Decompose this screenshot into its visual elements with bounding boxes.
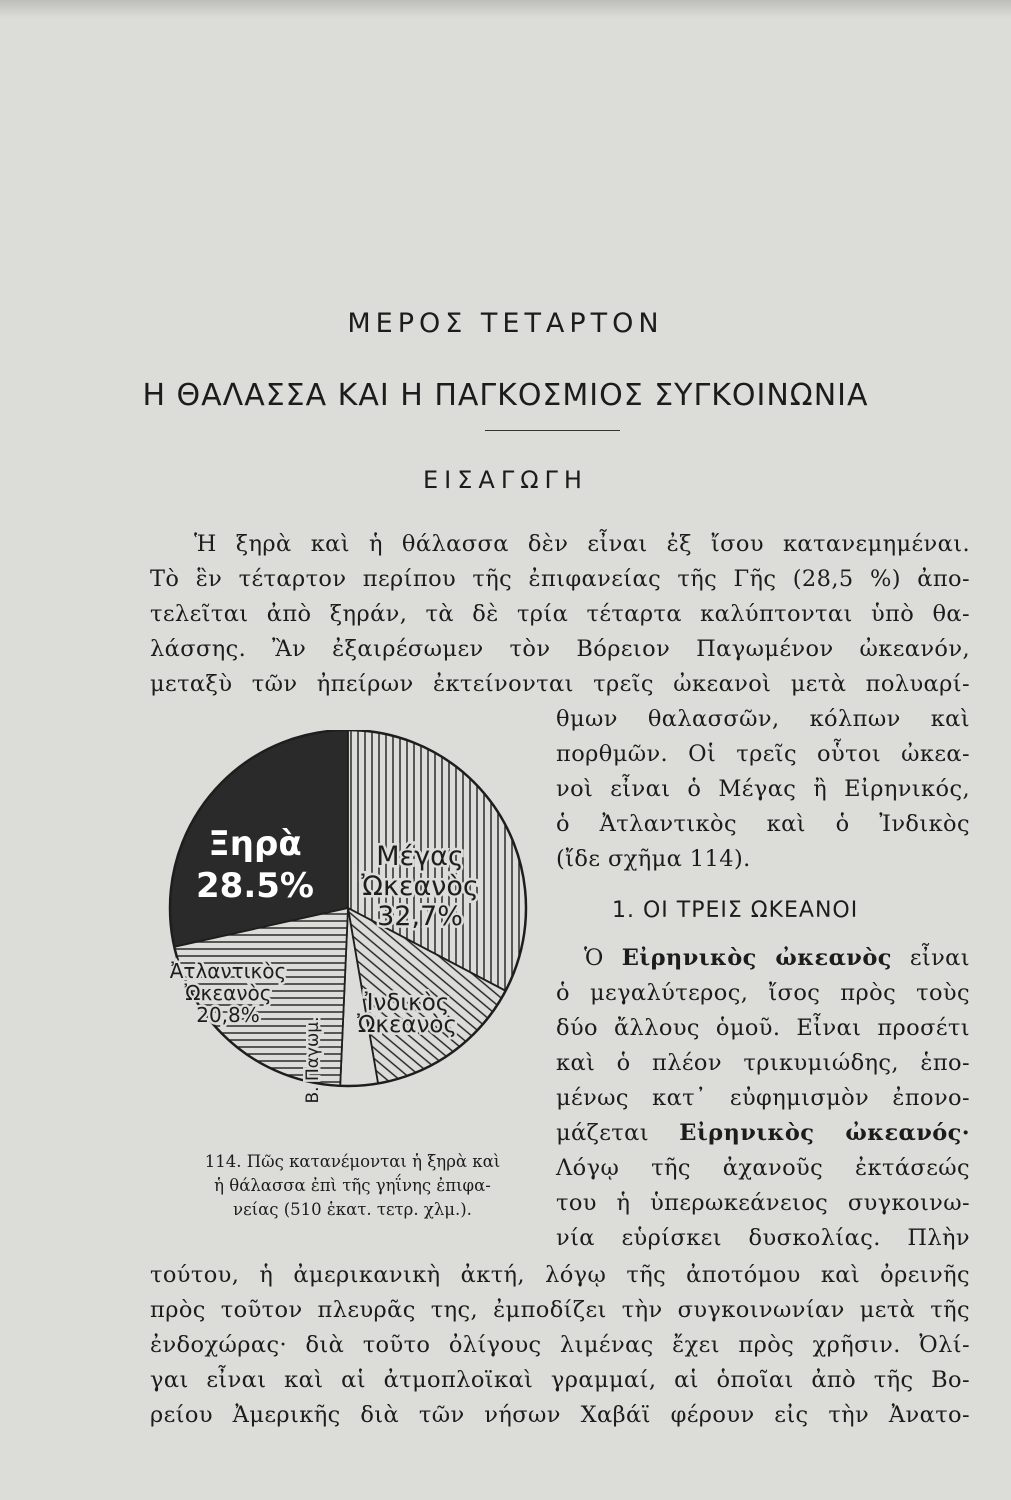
earth-surface-pie-chart xyxy=(160,730,540,1140)
bold-term: Εἰρηνικὸς ὠκεανὸς xyxy=(621,945,892,971)
arctic-label xyxy=(303,1017,323,1104)
chapter-title: Η ΘΑΛΑΣΣΑ ΚΑΙ Η ΠΑΓΚΟΣΜΙΟΣ ΣΥΓΚΟΙΝΩΝΙΑ xyxy=(142,378,869,413)
section-right-line: νία εὑρίσκει δυσκολίας. Πλὴν xyxy=(556,1225,970,1251)
intro-line: μεταξὺ τῶν ἠπείρων ἐκτείνονται τρεῖς ὠκεανοὶ μετὰ πολυαρί- xyxy=(150,671,970,697)
slice-label-line: 20,8% xyxy=(196,1003,260,1027)
slice-label-line: 32,7% xyxy=(377,901,463,932)
line-text: εἶναι xyxy=(891,945,970,971)
slice-label-line: Μέγας xyxy=(376,841,464,872)
intro-right-line: ὁ Ἀτλαντικὸς καὶ ὁ Ἰνδικὸς xyxy=(556,811,970,837)
caption-line: νείας (510 ἑκατ. τετρ. χλμ.). xyxy=(233,1200,472,1219)
caption-line: ἡ θάλασσα ἐπὶ τῆς γηΐνης ἐπιφα- xyxy=(214,1176,491,1195)
caption-line: 114. Πῶς κατανέμονται ἡ ξηρὰ καὶ xyxy=(204,1152,501,1171)
section-right-line xyxy=(556,1117,970,1149)
section-right-line: ὁ μεγαλύτερος, ἴσος πρὸς τοὺς xyxy=(556,980,970,1006)
section-right-line: καὶ ὁ πλέον τρικυμιώδης, ἑπο- xyxy=(556,1050,970,1076)
slice-label-line: Ὠκεανὸς xyxy=(361,871,479,902)
intro-right-line: (ἴδε σχῆμα 114). xyxy=(556,846,751,872)
intro-line: Τὸ ἓν τέταρτον περίπου τῆς ἐπιφανείας τῆς Γῆς (28,5 %) ἀπο- xyxy=(150,566,970,592)
line-text: μάζεται xyxy=(556,1120,680,1146)
intro-line: λάσσης. Ἂν ἐξαιρέσωμεν τὸν Βόρειον Παγωμένον ὠκεανόν, xyxy=(150,636,970,662)
intro-right-line: νοὶ εἶναι ὁ Μέγας ἢ Εἰρηνικός, xyxy=(556,776,970,802)
figure-caption xyxy=(160,1150,545,1222)
intro-line: Ἡ ξηρὰ καὶ ἡ θάλασσα δὲν εἶναι ἐξ ἴσου κατανεμημέναι. xyxy=(194,531,970,557)
intro-line: τελεῖται ἀπὸ ξηράν, τὰ δὲ τρία τέταρτα καλύπτονται ὑπὸ θα- xyxy=(150,601,970,627)
section-line: γαι εἶναι καὶ αἱ ἀτμοπλοϊκαὶ γραμμαί, αἱ ὁποῖαι ἀπὸ τῆς Βο- xyxy=(150,1367,970,1393)
title-divider xyxy=(485,430,620,431)
section-right-line: μένως κατ᾽ εὐφημισμὸν ἐπονο- xyxy=(556,1085,970,1111)
slice-label-line: Ξηρὰ xyxy=(208,824,302,864)
intro-right-line: πορθμῶν. Οἱ τρεῖς οὗτοι ὠκεα- xyxy=(556,741,970,767)
section-right-line xyxy=(556,942,970,974)
pacific-label xyxy=(361,841,478,932)
slice-label-line: Ὠκεανὸς xyxy=(184,981,272,1005)
section-heading: 1. ΟΙ ΤΡΕΙΣ ΩΚΕΑΝΟΙ xyxy=(612,898,859,923)
section-right-line: Λόγῳ τῆς ἀχανοῦς ἐκτάσεώς xyxy=(556,1155,970,1181)
section-line: ρείου Ἀμερικῆς διὰ τῶν νήσων Χαβάϊ φέρουν εἰς τὴν Ἀνατο- xyxy=(150,1402,970,1428)
section-line: πρὸς τοῦτον πλευρᾶς της, ἐμποδίζει τὴν συγκοινωνίαν μετὰ τῆς xyxy=(150,1297,970,1323)
slice-label-line: Β. Παγωμ. xyxy=(303,1016,323,1104)
slice-label-line: Ἰνδικὸς xyxy=(364,990,450,1016)
intro-heading: ΕΙΣΑΓΩΓΗ xyxy=(423,466,588,494)
page-top-edge xyxy=(0,0,1011,18)
section-line: τούτου, ἡ ἀμερικανικὴ ἀκτή, λόγῳ τῆς ἀποτόμου καὶ ὀρεινῆς xyxy=(150,1262,970,1288)
line-text: Ὁ xyxy=(584,945,622,971)
indian-label xyxy=(357,990,457,1038)
slice-label-line: Ὠκεανὸς xyxy=(356,1012,458,1038)
section-right-line: του ἡ ὑπερωκεάνειος συγκοινω- xyxy=(556,1190,970,1216)
slice-label-line: Ἀτλαντικὸς xyxy=(169,959,287,983)
bold-term: Εἰρηνικὸς ὠκεανός· xyxy=(679,1120,970,1146)
part-label: ΜΕΡΟΣ ΤΕΤΑΡΤΟΝ xyxy=(347,308,664,339)
section-right-line: δύο ἄλλους ὁμοῦ. Εἶναι προσέτι xyxy=(556,1015,970,1041)
slice-label-line: 28.5% xyxy=(196,866,314,906)
pie-slices xyxy=(170,730,526,1086)
section-line: ἐνδοχώρας· διὰ τοῦτο ὀλίγους λιμένας ἔχει πρὸς χρῆσιν. Ὀλί- xyxy=(150,1332,970,1358)
intro-right-line: θμων θαλασσῶν, κόλπων καὶ xyxy=(556,706,970,732)
